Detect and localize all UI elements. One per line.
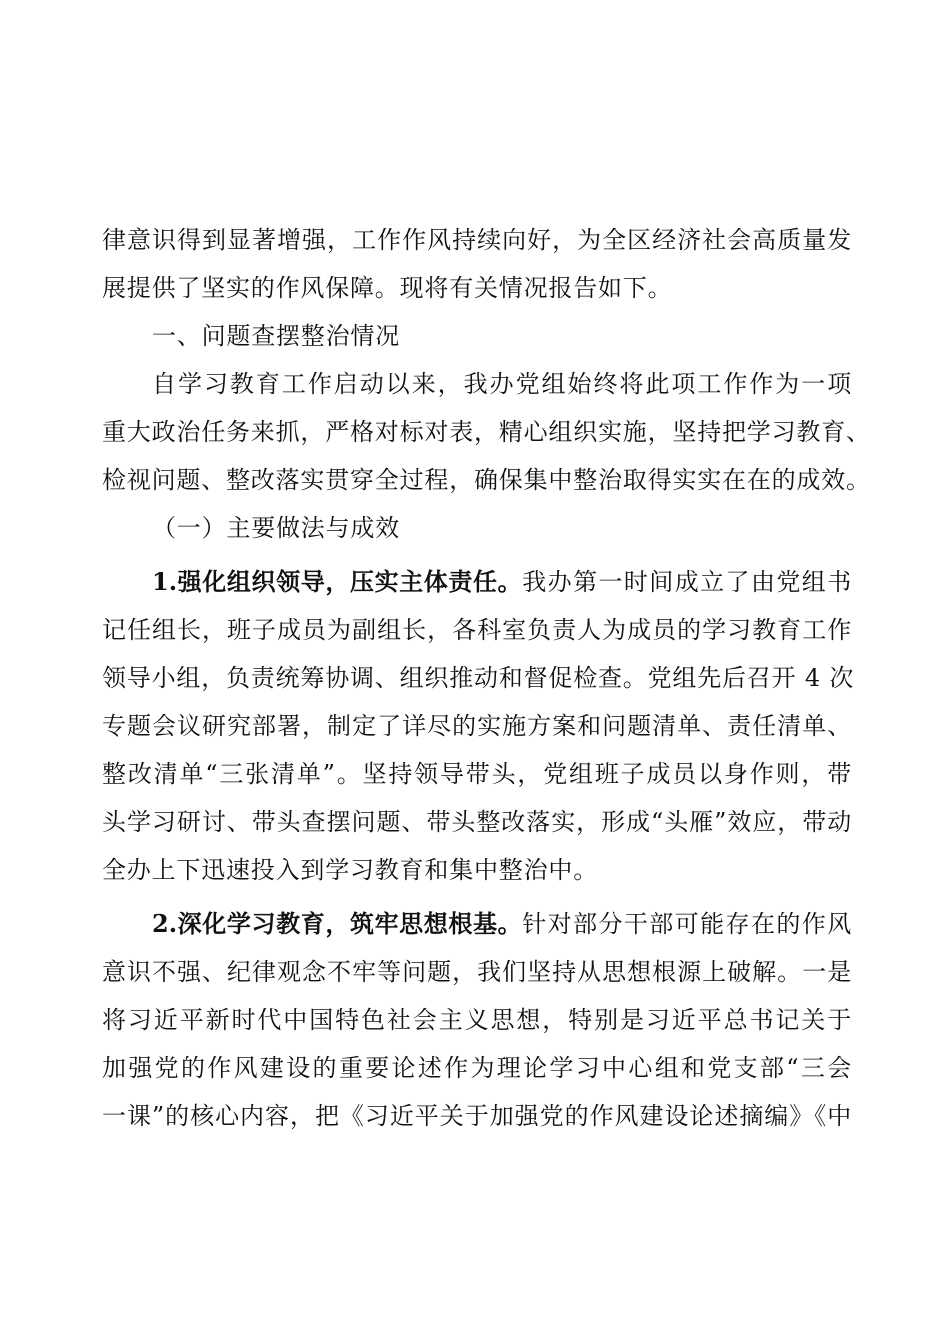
paragraph-line [102, 900, 852, 948]
paragraph-line: 记任组长，班子成员为副组长，各科室负责人为成员的学习教育工作 [102, 616, 852, 644]
paragraph-line: 自学习教育工作启动以来，我办党组始终将此项工作作为一项 [152, 370, 852, 398]
paragraph-line: 头学习研讨、带头查摆问题、带头整改落实，形成“头雁”效应，带动 [102, 808, 852, 836]
paragraph-text: 针对部分干部可能存在的作风 [522, 910, 852, 938]
paragraph-line: 专题会议研究部署，制定了详尽的实施方案和问题清单、责任清单、 [102, 712, 852, 740]
paragraph-line [102, 558, 852, 606]
subsection-heading: （一）主要做法与成效 [152, 514, 400, 542]
paragraph-line: 加强党的作风建设的重要论述作为理论学习中心组和党支部“三会 [102, 1054, 852, 1082]
paragraph-line: 律意识得到显著增强，工作作风持续向好，为全区经济社会高质量发 [102, 226, 852, 254]
paragraph-line: 展提供了坚实的作风保障。现将有关情况报告如下。 [102, 274, 673, 302]
paragraph-line: 一课”的核心内容，把《习近平关于加强党的作风建设论述摘编》《中 [102, 1102, 852, 1130]
lead-sentence: 1.强化组织领导，压实主体责任。 [152, 567, 523, 596]
lead-sentence: 2.深化学习教育，筑牢思想根基。 [152, 909, 523, 938]
paragraph-text: 我办第一时间成立了由党组书 [522, 568, 852, 596]
paragraph-line: 重大政治任务来抓，严格对标对表，精心组织实施，坚持把学习教育、 [102, 418, 871, 446]
paragraph-line: 检视问题、整改落实贯穿全过程，确保集中整治取得实实在在的成效。 [102, 466, 871, 494]
paragraph-line: 整改清单“三张清单”。坚持领导带头，党组班子成员以身作则，带 [102, 760, 852, 788]
paragraph-line: 将习近平新时代中国特色社会主义思想，特别是习近平总书记关于 [102, 1006, 852, 1034]
paragraph-line: 全办上下迅速投入到学习教育和集中整治中。 [102, 856, 598, 884]
paragraph-line: 领导小组，负责统筹协调、组织推动和督促检查。党组先后召开 4 次 [102, 664, 855, 692]
document-body [102, 216, 871, 1140]
section-heading: 一、问题查摆整治情况 [152, 322, 400, 350]
paragraph-line: 意识不强、纪律观念不牢等问题，我们坚持从思想根源上破解。一是 [102, 958, 852, 986]
